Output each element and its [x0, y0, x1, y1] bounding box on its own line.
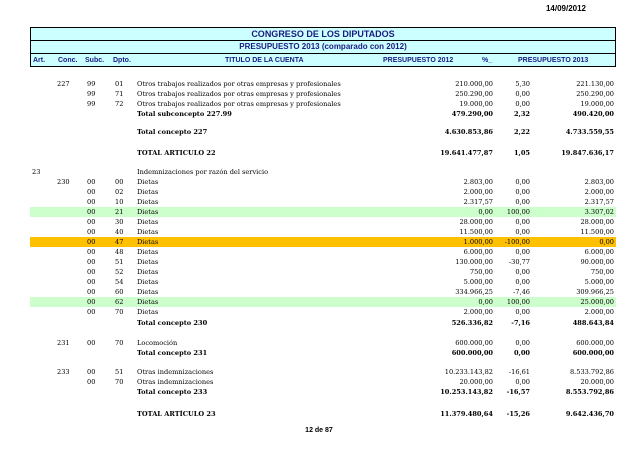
table-row [30, 89, 616, 99]
cell-pct: -7,16 [511, 319, 530, 327]
cell-p2013: 19.847.636,17 [561, 149, 614, 157]
cell-title: Total concepto 231 [137, 349, 208, 357]
cell-pct: 0,00 [515, 90, 530, 98]
cell-p2012: 2.803,00 [463, 178, 493, 186]
cell-dpto: 48 [115, 248, 124, 256]
cell-pct: 5,30 [515, 80, 530, 88]
cell-dpto: 70 [115, 378, 124, 386]
cell-title: Otros trabajos realizados por otras empresas y profesionales [137, 90, 341, 98]
cell-art: 23 [32, 168, 41, 176]
cell-p2012: 479.290,00 [451, 110, 493, 118]
cell-p2012: 600.000,00 [451, 349, 493, 357]
cell-dpto: 10 [115, 198, 124, 206]
cell-conc: 233 [57, 368, 70, 376]
cell-p2012: 250.290,00 [455, 90, 493, 98]
cell-p2012: 0,00 [478, 298, 493, 306]
cell-p2012: 0,00 [478, 208, 493, 216]
cell-subc: 00 [87, 248, 96, 256]
cell-p2013: 8.553.792,86 [565, 388, 614, 396]
table-row [30, 409, 616, 419]
cell-p2012: 6.000,00 [463, 248, 493, 256]
cell-title: Dietas [137, 198, 159, 206]
cell-p2013: 8.533.792,86 [569, 368, 614, 376]
cell-dpto: 52 [115, 268, 124, 276]
cell-title: TOTAL ARTICULO 22 [137, 149, 216, 157]
cell-title: TOTAL ARTÍCULO 23 [137, 410, 216, 418]
table-row [30, 177, 616, 187]
cell-title: Total concepto 233 [137, 388, 208, 396]
cell-p2012: 210.000,00 [455, 80, 493, 88]
cell-dpto: 47 [115, 238, 124, 246]
col-header-subc: Subc. [85, 57, 105, 64]
cell-p2013: 490.420,00 [572, 110, 614, 118]
cell-pct: 1,05 [513, 149, 530, 157]
cell-subc: 00 [87, 208, 96, 216]
cell-p2013: 488.643,84 [572, 319, 614, 327]
cell-pct: 0,00 [515, 218, 530, 226]
cell-title: Dietas [137, 238, 159, 246]
cell-dpto: 54 [115, 278, 124, 286]
table-row [30, 257, 616, 267]
page-title: CONGRESO DE LOS DIPUTADOS [30, 27, 616, 40]
cell-title: Otros trabajos realizados por otras empresas y profesionales [137, 80, 341, 88]
cell-pct: 0,00 [515, 198, 530, 206]
col-header-conc: Conc. [58, 57, 78, 64]
cell-dpto: 71 [115, 90, 124, 98]
table-row [30, 387, 616, 397]
cell-title: Dietas [137, 278, 159, 286]
cell-p2012: 11.500,00 [459, 228, 493, 236]
table-row [30, 148, 616, 158]
page-number: 12 de 87 [305, 427, 333, 434]
cell-pct: 0,00 [515, 178, 530, 186]
table-row [30, 109, 616, 119]
cell-pct: -16,61 [508, 368, 530, 376]
table-row [30, 267, 616, 277]
cell-p2012: 5.000,00 [463, 278, 493, 286]
cell-p2012: 20.000,00 [459, 378, 493, 386]
table-row [30, 297, 616, 307]
cell-p2013: 750,00 [590, 268, 614, 276]
cell-subc: 00 [87, 228, 96, 236]
cell-subc: 00 [87, 298, 96, 306]
table-row [30, 217, 616, 227]
cell-pct: 2,22 [513, 128, 530, 136]
cell-dpto: 51 [115, 368, 124, 376]
cell-dpto: 40 [115, 228, 124, 236]
table-row [30, 247, 616, 257]
cell-title: Dietas [137, 268, 159, 276]
cell-p2012: 130.000,00 [455, 258, 493, 266]
col-header-p2013: PRESUPUESTO 2013 [518, 57, 589, 64]
table-row [30, 277, 616, 287]
cell-title: Dietas [137, 248, 159, 256]
cell-subc: 00 [87, 268, 96, 276]
cell-title: Dietas [137, 178, 159, 186]
cell-subc: 99 [87, 90, 96, 98]
cell-p2013: 28.000,00 [580, 218, 614, 226]
cell-p2013: 90.000,00 [580, 258, 614, 266]
cell-subc: 00 [87, 198, 96, 206]
cell-dpto: 01 [115, 80, 124, 88]
cell-dpto: 72 [115, 100, 124, 108]
cell-subc: 99 [87, 80, 96, 88]
cell-title: Otros trabajos realizados por otras empresas y profesionales [137, 100, 341, 108]
cell-pct: 0,00 [515, 228, 530, 236]
cell-p2013: 2.000,00 [584, 188, 614, 196]
cell-title: Otras indemnizaciones [137, 378, 214, 386]
table-row [30, 377, 616, 387]
cell-pct: -7,46 [513, 288, 530, 296]
cell-title: Dietas [137, 218, 159, 226]
cell-p2013: 5.000,00 [584, 278, 614, 286]
table-row [30, 207, 616, 217]
cell-dpto: 00 [115, 178, 124, 186]
table-row [30, 197, 616, 207]
cell-pct: 0,00 [515, 339, 530, 347]
cell-title: Locomoción [137, 339, 178, 347]
cell-p2013: 600.000,00 [572, 349, 614, 357]
col-header-art: Art. [33, 57, 46, 64]
cell-p2013: 6.000,00 [584, 248, 614, 256]
cell-pct: 0,00 [515, 278, 530, 286]
cell-pct: -16,57 [506, 388, 530, 396]
cell-conc: 230 [57, 178, 70, 186]
cell-p2013: 221.130,00 [576, 80, 614, 88]
cell-p2013: 25.000,00 [580, 298, 614, 306]
cell-p2013: 11.500,00 [580, 228, 614, 236]
cell-subc: 00 [87, 308, 96, 316]
cell-pct: 2,32 [513, 110, 530, 118]
cell-dpto: 62 [115, 298, 124, 306]
cell-p2013: 20.000,00 [580, 378, 614, 386]
cell-title: Dietas [137, 208, 159, 216]
cell-title: Indemnizaciones por razón del servicio [137, 168, 269, 176]
cell-p2012: 4.630.853,86 [444, 128, 493, 136]
col-header-dpto: Dpto. [113, 57, 131, 64]
cell-dpto: 70 [115, 308, 124, 316]
cell-dpto: 70 [115, 339, 124, 347]
cell-pct: -30,77 [508, 258, 530, 266]
cell-title: Dietas [137, 288, 159, 296]
cell-subc: 00 [87, 218, 96, 226]
cell-p2012: 334.966,25 [455, 288, 493, 296]
cell-pct: 100,00 [506, 298, 530, 306]
cell-pct: 0,00 [515, 268, 530, 276]
cell-title: Total subconcepto 227.99 [137, 110, 232, 118]
cell-p2013: 2.803,00 [584, 178, 614, 186]
cell-subc: 00 [87, 368, 96, 376]
cell-p2012: 750,00 [469, 268, 493, 276]
table-row [30, 187, 616, 197]
cell-title: Dietas [137, 188, 159, 196]
table-row [30, 79, 616, 89]
cell-title: Dietas [137, 298, 159, 306]
cell-title: Otras indemnizaciones [137, 368, 214, 376]
cell-title: Total concepto 230 [137, 319, 208, 327]
cell-dpto: 21 [115, 208, 124, 216]
cell-p2013: 4.733.559,55 [565, 128, 614, 136]
cell-p2012: 600.000,00 [455, 339, 493, 347]
cell-p2013: 2.317,57 [584, 198, 614, 206]
col-header-p2012: PRESUPUESTO 2012 [383, 57, 454, 64]
table-row [30, 348, 616, 358]
cell-subc: 99 [87, 100, 96, 108]
cell-p2013: 309.966,25 [576, 288, 614, 296]
table-row [30, 127, 616, 137]
table-row [30, 99, 616, 109]
table-row [30, 167, 616, 177]
cell-p2012: 11.379.480,64 [440, 410, 493, 418]
page-subtitle: PRESUPUESTO 2013 (comparado con 2012) [30, 40, 616, 53]
cell-p2013: 250.290,00 [576, 90, 614, 98]
cell-title: Dietas [137, 308, 159, 316]
cell-conc: 231 [57, 339, 70, 347]
cell-dpto: 60 [115, 288, 124, 296]
cell-title: Dietas [137, 228, 159, 236]
cell-subc: 00 [87, 278, 96, 286]
cell-p2013: 600.000,00 [576, 339, 614, 347]
cell-subc: 00 [87, 339, 96, 347]
table-row [30, 307, 616, 317]
cell-pct: 0,00 [515, 248, 530, 256]
col-header-pct: %_ [482, 57, 493, 64]
cell-p2012: 1.000,00 [463, 238, 493, 246]
cell-pct: 0,00 [515, 100, 530, 108]
table-row [30, 318, 616, 328]
cell-p2012: 19.000,00 [459, 100, 493, 108]
cell-p2012: 2.000,00 [463, 308, 493, 316]
cell-dpto: 02 [115, 188, 124, 196]
column-header-row [30, 53, 616, 67]
cell-p2012: 2.000,00 [463, 188, 493, 196]
cell-subc: 00 [87, 288, 96, 296]
cell-subc: 00 [87, 178, 96, 186]
cell-p2012: 28.000,00 [459, 218, 493, 226]
cell-pct: 0,00 [515, 308, 530, 316]
cell-p2013: 0,00 [599, 238, 614, 246]
cell-pct: -100,00 [504, 238, 530, 246]
cell-p2012: 526.336,82 [451, 319, 493, 327]
cell-title: Dietas [137, 258, 159, 266]
table-row [30, 338, 616, 348]
cell-pct: 100,00 [506, 208, 530, 216]
cell-p2013: 9.642.436,70 [565, 410, 614, 418]
cell-p2013: 3.307,02 [584, 208, 614, 216]
cell-title: Total concepto 227 [137, 128, 208, 136]
cell-dpto: 51 [115, 258, 124, 266]
table-row [30, 287, 616, 297]
cell-pct: -15,26 [506, 410, 530, 418]
report-date: 14/09/2012 [545, 4, 586, 13]
cell-pct: 0,00 [513, 349, 530, 357]
cell-subc: 00 [87, 238, 96, 246]
cell-p2012: 2.317,57 [463, 198, 493, 206]
table-row [30, 227, 616, 237]
cell-dpto: 30 [115, 218, 124, 226]
cell-p2012: 19.641.477,87 [440, 149, 493, 157]
cell-subc: 00 [87, 258, 96, 266]
cell-pct: 0,00 [515, 188, 530, 196]
cell-p2012: 10.233.143,82 [444, 368, 493, 376]
cell-p2013: 2.000,00 [584, 308, 614, 316]
table-row [30, 367, 616, 377]
cell-pct: 0,00 [515, 378, 530, 386]
cell-subc: 00 [87, 188, 96, 196]
cell-subc: 00 [87, 378, 96, 386]
col-header-titulo: TITULO DE LA CUENTA [225, 57, 304, 64]
table-row [30, 237, 616, 247]
cell-conc: 227 [57, 80, 70, 88]
cell-p2013: 19.000,00 [580, 100, 614, 108]
cell-p2012: 10.253.143,82 [440, 388, 493, 396]
